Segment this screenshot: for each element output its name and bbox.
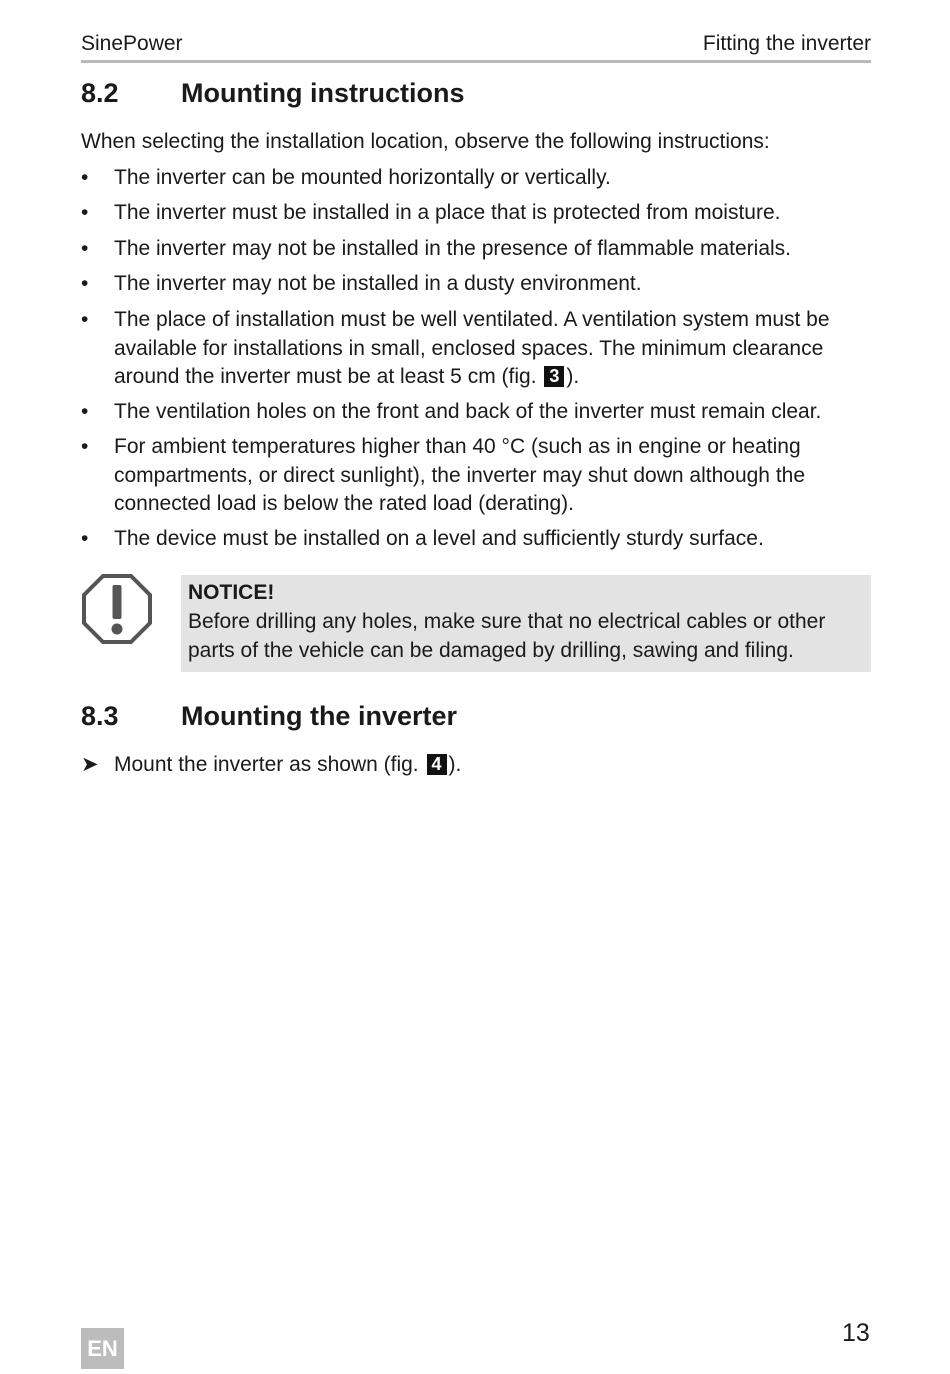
notice-title: NOTICE! [188,581,275,604]
notice-box [181,575,871,672]
list-item-text: The inverter may not be installed in a dusty environment. [114,272,642,295]
notice-text: Before drilling any holes, make sure that no electrical cables or other parts of the vehicle can be damaged by drilling, sawing and filing. [188,610,826,662]
section-number: 8.3 [81,701,119,731]
bullet-marker: • [81,201,89,224]
header-product-name: SinePower [81,32,183,55]
intro-paragraph: When selecting the installation location, observe the following instructions: [81,130,770,153]
list-item-text: The inverter must be installed in a place that is protected from moisture. [114,201,781,224]
bullet-marker: • [81,272,89,295]
bullet-marker: • [81,308,89,331]
bullet-marker: • [81,400,89,423]
section-number: 8.2 [81,78,119,108]
section-title: Mounting instructions [181,78,465,108]
bullet-marker: • [81,166,89,189]
bullet-marker: • [81,435,89,458]
list-item-text: The ventilation holes on the front and back of the inverter must remain clear. [114,400,822,423]
notice-exclamation-icon [81,573,153,645]
language-badge: EN [81,1328,124,1369]
list-item-text [114,306,871,392]
step-arrow-icon: ➤ [81,753,99,776]
list-item-text: The inverter can be mounted horizontally or vertically. [114,166,611,189]
figure-reference: 3 [544,366,564,387]
page-number: 13 [842,1319,870,1347]
list-item-text: The device must be installed on a level and sufficiently sturdy surface. [114,527,764,550]
list-item-text: The inverter may not be installed in the presence of flammable materials. [114,237,791,260]
section-heading-8-3 [81,701,457,732]
page-header [81,30,871,63]
section-title: Mounting the inverter [181,701,457,731]
figure-reference-close: ). [448,753,462,776]
instruction-step [81,751,461,779]
figure-reference: 4 [427,754,447,775]
header-chapter-title: Fitting the inverter [702,32,871,55]
step-text: Mount the inverter as shown (fig. [114,753,419,776]
list-item-text: For ambient temperatures higher than 40 °C (such as in engine or heating compartments, or direct sunlight), the inverter may shut down although the connected load is below the rated load (derating). [114,435,806,515]
figure-reference-close: ). [566,365,580,388]
bullet-marker: • [81,527,89,550]
section-heading-8-2 [81,78,464,109]
bullet-marker: • [81,237,89,260]
list-item-text-body: The place of installation must be well ventilated. A ventilation system must be available for installations in small, enclosed spaces. The minimum clearance around the inverter must be at least 5 cm (fig. [114,308,830,388]
